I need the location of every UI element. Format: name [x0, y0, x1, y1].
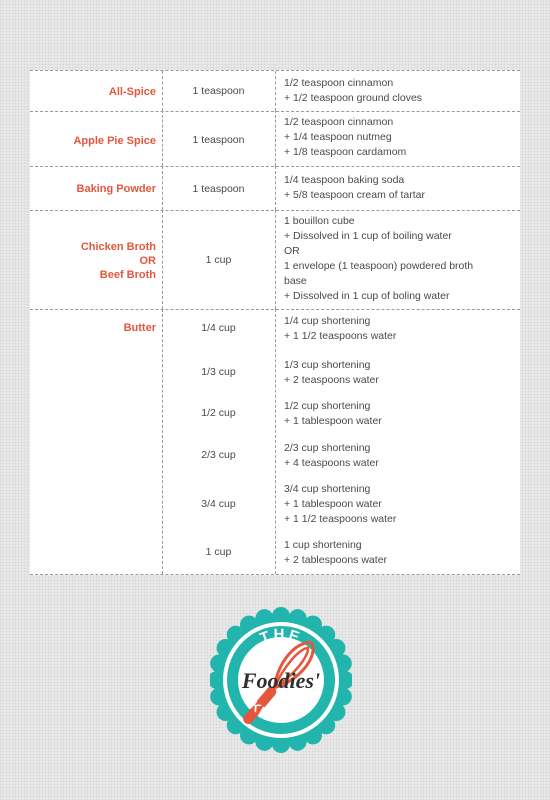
- ingredient-name: Butter: [123, 322, 156, 334]
- amount: 1 teaspoon: [192, 183, 245, 195]
- substitute: 1/4 teaspoon baking soda + 5/8 teaspoon cream of tartar: [284, 174, 425, 201]
- table-row: [30, 110, 520, 167]
- ingredient-name: Chicken Broth OR Beef Broth: [80, 241, 156, 281]
- table-row: [30, 70, 520, 112]
- amount: 1 teaspoon: [192, 85, 245, 97]
- amount: 2/3 cup: [201, 449, 236, 461]
- amount: 1 cup: [205, 254, 232, 266]
- amount: 1/2 cup: [201, 407, 236, 419]
- logo-top-text: THE: [257, 625, 305, 648]
- ingredient-name: Baking Powder: [76, 183, 156, 195]
- substitute: 1/2 cup shortening + 1 tablespoon water: [284, 400, 382, 427]
- table-row: [30, 166, 520, 211]
- amount: 3/4 cup: [201, 498, 236, 510]
- substitute: 1 bouillon cube + Dissolved in 1 cup of boiling water OR 1 envelope (1 teaspoon) powdered broth base + Dissolved in 1 cup of boling water: [284, 215, 474, 302]
- logo-main-text: Foodies': [241, 668, 321, 693]
- table-row-butter: [30, 309, 520, 575]
- amount: 1/3 cup: [201, 366, 236, 378]
- amount: 1 teaspoon: [192, 134, 245, 146]
- substitute: 1 cup shortening + 2 tablespoons water: [284, 539, 388, 566]
- logo-bottom-text: KITCHEN: [247, 697, 315, 725]
- substitute: 1/2 teaspoon cinnamon + 1/2 teaspoon ground cloves: [284, 77, 423, 104]
- substitute: 2/3 cup shortening + 4 teaspoons water: [284, 442, 379, 469]
- substitute: 1/2 teaspoon cinnamon + 1/4 teaspoon nutmeg + 1/8 teaspoon cardamom: [284, 116, 407, 158]
- substitute: 1/4 cup shortening + 1 1/2 teaspoons water: [284, 315, 397, 342]
- foodies-kitchen-logo: [210, 598, 352, 762]
- table-row: [30, 210, 520, 310]
- amount: 1 cup: [205, 546, 232, 558]
- amount: 1/4 cup: [201, 322, 236, 334]
- ingredient-name: All-Spice: [108, 86, 156, 98]
- substitution-table: [30, 70, 520, 575]
- ingredient-name: Apple Pie Spice: [73, 135, 156, 147]
- substitute: 1/3 cup shortening + 2 teaspoons water: [284, 359, 379, 386]
- substitute: 3/4 cup shortening + 1 tablespoon water + 1 1/2 teaspoons water: [284, 483, 397, 525]
